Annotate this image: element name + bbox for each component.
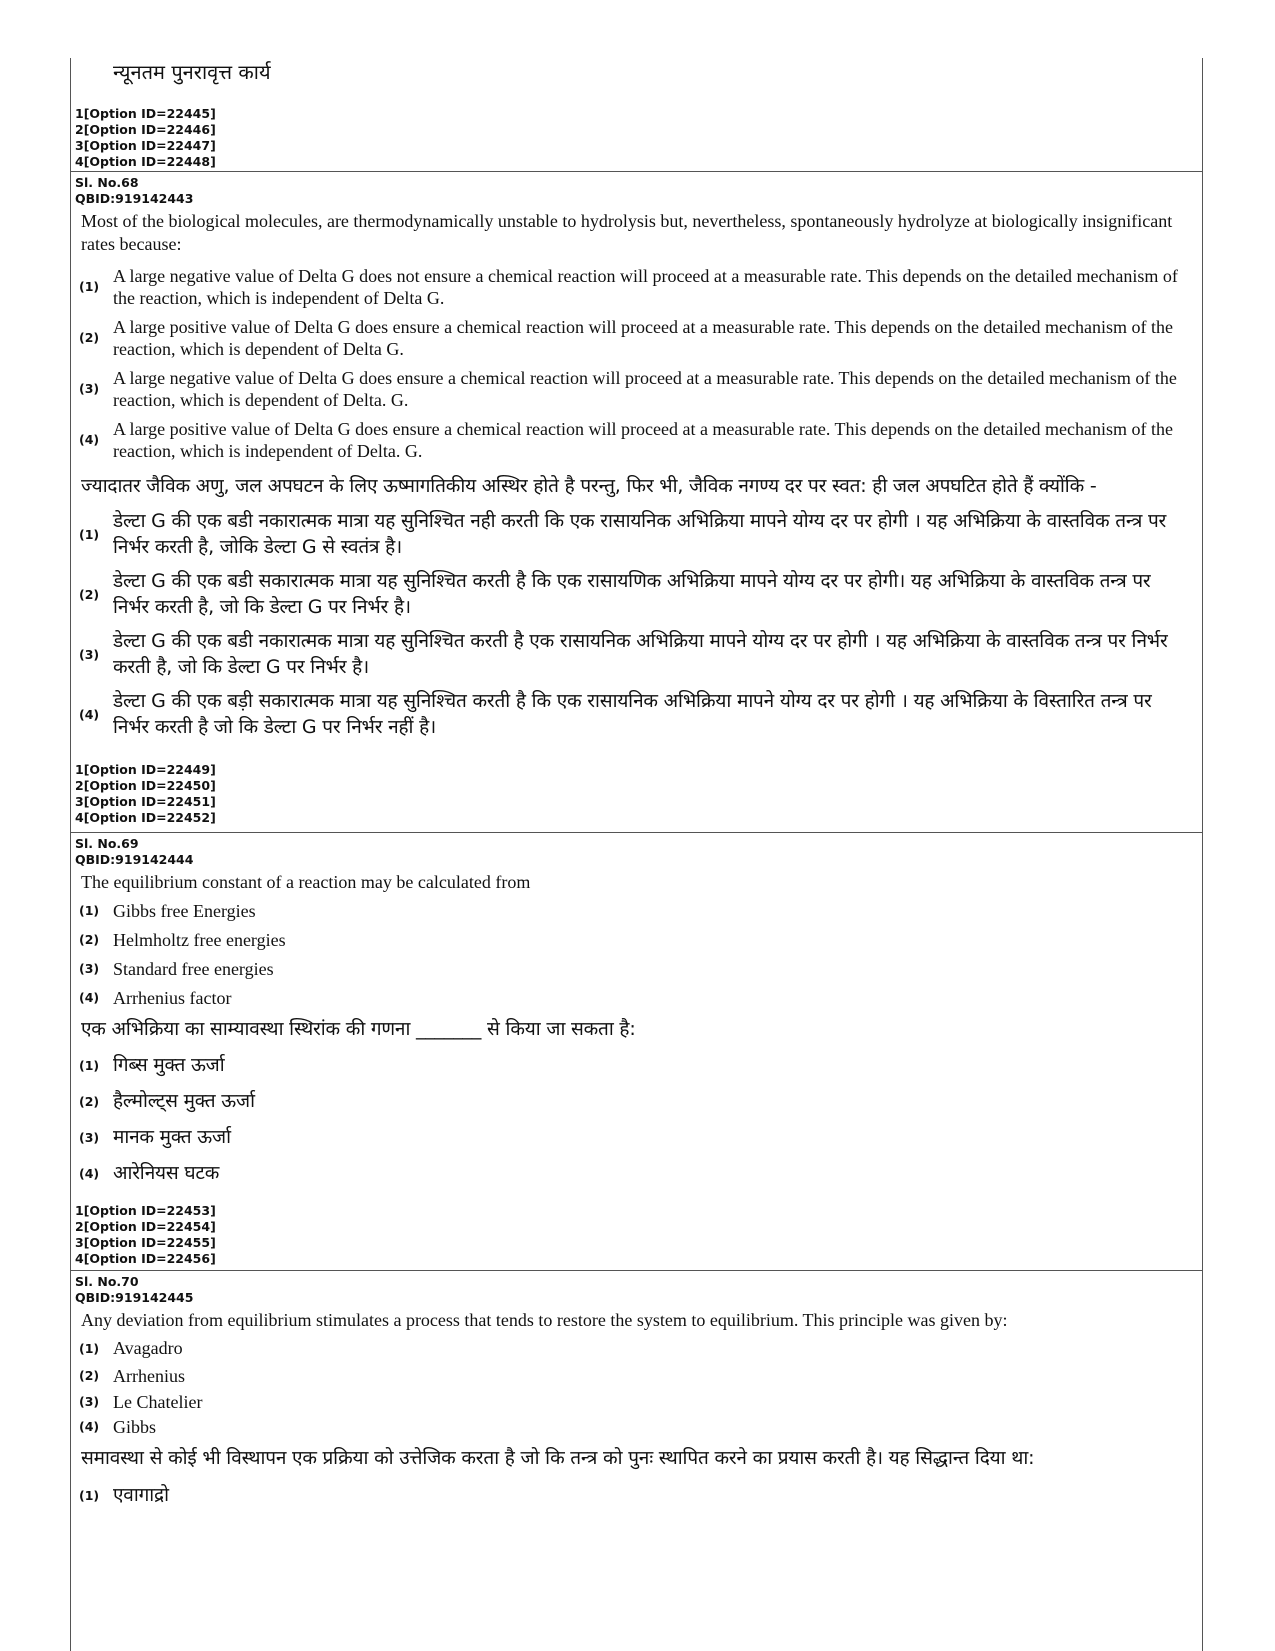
option-text: Arrhenius factor	[113, 987, 232, 1008]
question-text-hindi: एक अभिक्रिया का साम्यावस्था स्थिरांक की गणना _______ से किया जा सकता है:	[81, 1018, 636, 1040]
serial-number: Sl. No.68	[75, 175, 139, 190]
option-number: (1)	[79, 279, 100, 294]
option-4	[71, 1414, 1202, 1439]
option-2	[71, 1362, 1202, 1389]
question-text-english: Most of the biological molecules, are thermodynamically unstable to hydrolysis but, nevertheless, spontaneously hydrolyze at biologically insignificant rates because:	[81, 211, 1173, 254]
option-number: (2)	[79, 1093, 100, 1109]
hindi-options	[71, 504, 1202, 744]
hindi-options	[71, 1047, 1202, 1191]
option-3	[71, 954, 1202, 983]
option-text: Arrhenius	[113, 1365, 185, 1386]
english-options	[71, 261, 1202, 465]
option-ids	[71, 1203, 1202, 1267]
question-70	[71, 1271, 1202, 1512]
option-text: डेल्टा G की एक बड़ी सकारात्मक मात्रा यह सुनिश्चित करती है कि एक रासायनिक अभिक्रिया मापने योग्य दर पर होगी । यह अभिक्रिया के विस्तारित तन्त्र पर निर्भर करती है जो कि डेल्टा G पर निर्भर नहीं है।	[113, 690, 1152, 738]
option-id: 1[Option ID=22453]	[75, 1203, 216, 1218]
option-4	[71, 983, 1202, 1012]
qbid: QBID:919142443	[75, 191, 194, 206]
option-number: (4)	[79, 990, 100, 1005]
option-id: 1[Option ID=22445]	[75, 106, 216, 121]
option-text: मानक मुक्त ऊर्जा	[113, 1126, 231, 1148]
option-2	[71, 1083, 1202, 1119]
option-3	[71, 1119, 1202, 1155]
qbid: QBID:919142445	[75, 1290, 194, 1305]
question-paper	[70, 58, 1203, 1651]
option-1	[71, 261, 1202, 312]
question-67-continuation	[71, 58, 1202, 172]
option-number: (2)	[79, 1368, 100, 1383]
option-text: Gibbs	[113, 1416, 157, 1437]
option-number: (1)	[79, 1340, 100, 1356]
option-id: 3[Option ID=22455]	[75, 1235, 216, 1250]
option-id: 2[Option ID=22446]	[75, 122, 216, 137]
option-text: Helmholtz free energies	[113, 929, 286, 950]
question-text-hindi: समावस्था से कोई भी विस्थापन एक प्रक्रिया को उत्तेजिक करता है जो कि तन्त्र को पुनः स्थापित करने का प्रयास करती है। यह सिद्धान्त दिया था:	[81, 1447, 1035, 1469]
option-text: A large negative value of Delta G does ensure a chemical reaction will proceed at a measurable rate. This depends on the detailed mechanism of the reaction, which is dependent of Delta. G.	[113, 367, 1177, 410]
option-text: हैल्मोल्ट्स मुक्त ऊर्जा	[113, 1090, 255, 1112]
option-number: (3)	[79, 381, 100, 396]
option-number: (3)	[79, 961, 100, 976]
option-text: Avagadro	[113, 1338, 183, 1358]
option-1	[71, 1334, 1202, 1362]
option-3	[71, 363, 1202, 414]
option-number: (4)	[79, 1419, 100, 1434]
option-4	[71, 1155, 1202, 1191]
question-68	[71, 172, 1202, 833]
option-3	[71, 624, 1202, 684]
option-text: A large negative value of Delta G does not ensure a chemical reaction will proceed at a measurable rate. This depends on the detailed mechanism of the reaction, which is independent of Delta G.	[113, 265, 1178, 308]
question-text-english: Any deviation from equilibrium stimulates a process that tends to restore the system to equilibrium. This principle was given by:	[81, 1310, 1008, 1330]
question-69	[71, 833, 1202, 1271]
option-4	[71, 414, 1202, 465]
hindi-option-4: न्यूनतम पुनरावृत्त कार्य	[113, 60, 271, 84]
option-text: Gibbs free Energies	[113, 900, 256, 921]
option-1	[71, 1478, 1202, 1512]
option-text: डेल्टा G की एक बडी नकारात्मक मात्रा यह सुनिश्चित करती है एक रासायनिक अभिक्रिया मापने योग्य दर पर होगी । यह अभिक्रिया के वास्तविक तन्त्र पर निर्भर करती है, जो कि डेल्टा G पर निर्भर है।	[113, 630, 1168, 678]
option-1	[71, 504, 1202, 564]
option-text: A large positive value of Delta G does ensure a chemical reaction will proceed at a measurable rate. This depends on the detailed mechanism of the reaction, which is independent of Delta. G.	[113, 418, 1173, 461]
serial-number: Sl. No.69	[75, 836, 139, 851]
option-ids	[71, 106, 1202, 170]
option-id: 2[Option ID=22454]	[75, 1219, 216, 1234]
option-2	[71, 312, 1202, 363]
option-id: 4[Option ID=22452]	[75, 810, 216, 825]
option-text: गिब्स मुक्त ऊर्जा	[113, 1054, 225, 1076]
option-3	[71, 1389, 1202, 1414]
option-text: Standard free energies	[113, 958, 274, 979]
option-ids	[71, 762, 1202, 826]
option-number: (2)	[79, 932, 100, 947]
option-number: (1)	[79, 526, 100, 542]
option-text: Le Chatelier	[113, 1391, 203, 1412]
option-number: (1)	[79, 1057, 100, 1073]
english-options	[71, 896, 1202, 1012]
option-4	[71, 684, 1202, 744]
option-text: A large positive value of Delta G does ensure a chemical reaction will proceed at a measurable rate. This depends on the detailed mechanism of the reaction, which is dependent of Delta G.	[113, 316, 1173, 359]
option-number: (3)	[79, 1394, 100, 1409]
option-number: (2)	[79, 330, 100, 345]
option-id: 4[Option ID=22448]	[75, 154, 216, 169]
qbid: QBID:919142444	[75, 852, 194, 867]
serial-number: Sl. No.70	[75, 1274, 139, 1289]
option-number: (1)	[79, 903, 100, 918]
option-id: 3[Option ID=22451]	[75, 794, 216, 809]
option-number: (1)	[79, 1487, 100, 1503]
option-id: 3[Option ID=22447]	[75, 138, 216, 153]
option-number: (3)	[79, 1129, 100, 1145]
question-text-english: The equilibrium constant of a reaction may be calculated from	[81, 872, 531, 892]
option-text: एवागाद्रो	[113, 1484, 169, 1506]
option-2	[71, 564, 1202, 624]
option-number: (2)	[79, 586, 100, 602]
option-id: 1[Option ID=22449]	[75, 762, 216, 777]
option-text: डेल्टा G की एक बडी नकारात्मक मात्रा यह सुनिश्चित नही करती कि एक रासायनिक अभिक्रिया मापने योग्य दर पर होगी । यह अभिक्रिया के वास्तविक तन्त्र पर निर्भर करती है, जोकि डेल्टा G से स्वतंत्र है।	[113, 510, 1167, 558]
option-text: डेल्टा G की एक बडी सकारात्मक मात्रा यह सुनिश्चित करती है कि एक रासायणिक अभिक्रिया मापने योग्य दर पर होगी। यह अभिक्रिया के वास्तविक तन्त्र पर निर्भर करती है, जो कि डेल्टा G पर निर्भर है।	[113, 570, 1151, 618]
option-id: 2[Option ID=22450]	[75, 778, 216, 793]
option-number: (4)	[79, 706, 100, 722]
option-number: (3)	[79, 646, 100, 662]
option-number: (4)	[79, 1165, 100, 1181]
option-1	[71, 1047, 1202, 1083]
option-2	[71, 925, 1202, 954]
question-text-hindi: ज्यादातर जैविक अणु, जल अपघटन के लिए ऊष्मागतिकीय अस्थिर होते है परन्तु, फिर भी, जैविक नगण्य दर पर स्वत: ही जल अपघटित होते हैं क्योंकि -	[81, 475, 1097, 497]
option-1	[71, 896, 1202, 925]
option-id: 4[Option ID=22456]	[75, 1251, 216, 1266]
hindi-options	[71, 1478, 1202, 1512]
option-number: (4)	[79, 432, 100, 447]
option-text: आरेनियस घटक	[113, 1162, 220, 1184]
english-options	[71, 1334, 1202, 1439]
